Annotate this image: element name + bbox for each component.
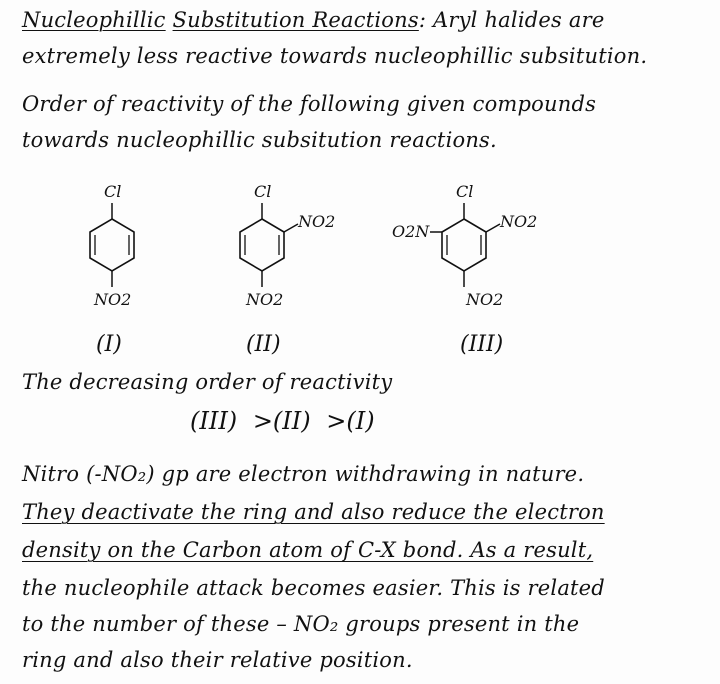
heading-nucleophillic: Nucleophillic [22, 8, 166, 32]
compound-three-para-no2-label: NO2 [466, 290, 504, 309]
compound-two-ortho-no2-label: NO2 [298, 212, 336, 231]
reactivity-order [190, 407, 383, 435]
compound-three [390, 175, 570, 369]
compound-two-cl-label: Cl [254, 182, 272, 201]
decreasing-order-line: The decreasing order of reactivity [22, 370, 393, 394]
order-item-three: (III) [190, 407, 238, 435]
explanation-line-3: density on the Carbon atom of C-X bond. As a result, [22, 538, 594, 562]
compound-three-structure [390, 175, 570, 365]
compound-one-cl-label: Cl [104, 182, 122, 201]
compound-three-ortho-o2n-label: O2N [392, 222, 430, 241]
compound-structures [0, 175, 720, 365]
compound-three-ortho-no2-label: NO2 [500, 212, 538, 231]
compound-two-para-no2-label: NO2 [246, 290, 284, 309]
compound-three-cl-label: Cl [456, 182, 474, 201]
explanation-line-6: ring and also their relative position. [22, 648, 413, 672]
compound-one-structure [60, 175, 180, 365]
intro-line-2: extremely less reactive towards nucleophillic subsitution. [22, 44, 648, 68]
explanation-line-5: to the number of these – NO₂ groups present in the [22, 612, 580, 636]
heading-line [22, 8, 604, 32]
compound-two [210, 175, 360, 369]
compound-two-structure [210, 175, 360, 365]
heading-rest: Aryl halides are [433, 8, 605, 32]
explanation-line-2: They deactivate the ring and also reduce the electron [22, 500, 605, 524]
explanation-line-4: the nucleophile attack becomes easier. This is related [22, 576, 605, 600]
compound-one-no2-label: NO2 [94, 290, 132, 309]
intro-line-3: Order of reactivity of the following given compounds [22, 92, 597, 116]
order-item-two: >(II) [252, 407, 311, 435]
intro-line-4: towards nucleophillic subsitution reactions. [22, 128, 497, 152]
heading-substitution-reactions: Substitution Reactions [172, 8, 419, 32]
compound-three-label: (III) [460, 332, 504, 357]
order-item-one: >(I) [326, 407, 375, 435]
compound-one [60, 175, 180, 369]
explanation-line-1: Nitro (-NO₂) gp are electron withdrawing in nature. [22, 462, 585, 486]
heading-colon: : [418, 8, 427, 32]
compound-two-label: (II) [246, 332, 281, 357]
compound-one-label: (I) [96, 332, 122, 357]
